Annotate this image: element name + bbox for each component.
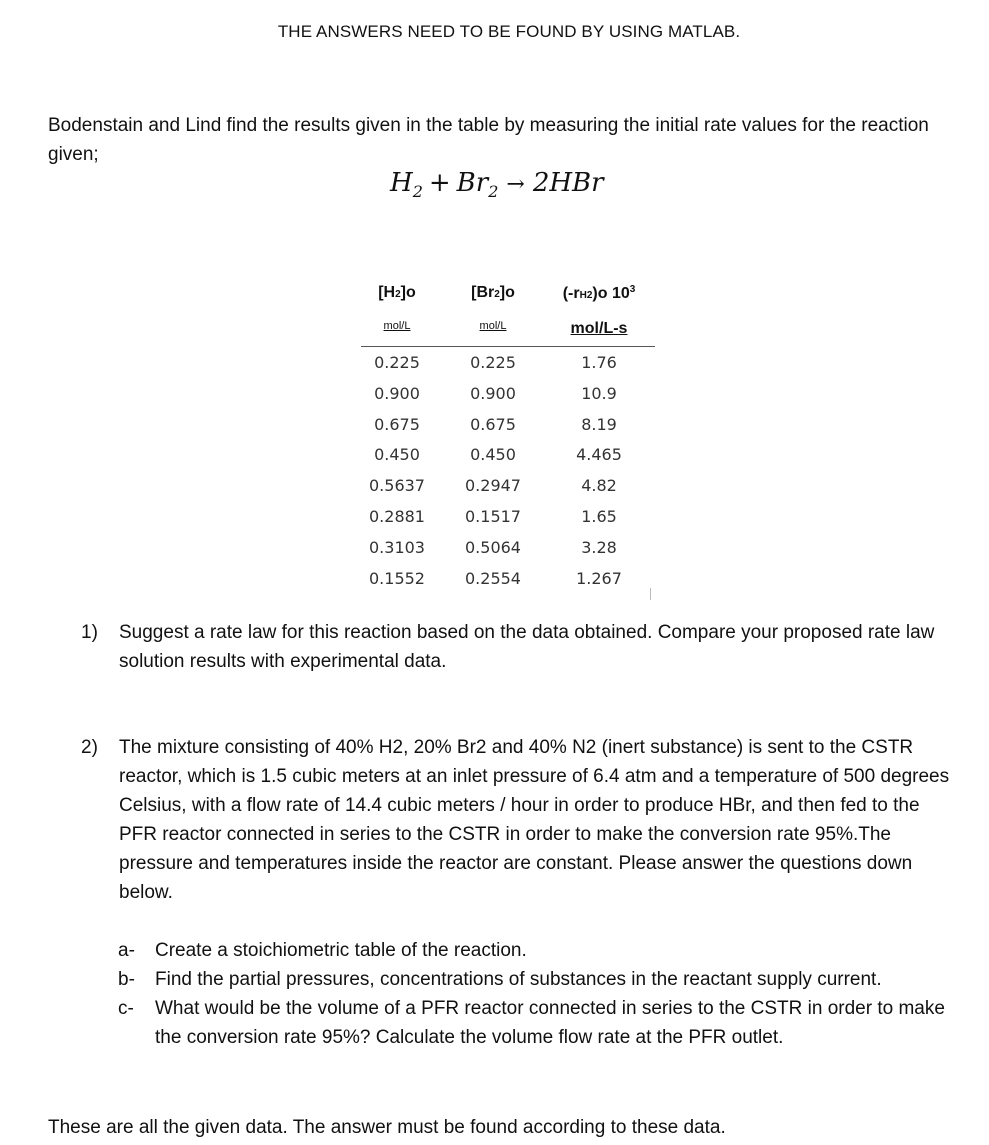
unit-rate: mol/L-s [570, 320, 628, 337]
table-row [361, 532, 655, 563]
cell-rate: 4.465 [576, 445, 622, 465]
subquestion-b [118, 965, 958, 994]
cell-h2: 0.450 [374, 445, 420, 465]
header-br2-text: [Br [471, 284, 495, 301]
cell-br2: 0.2554 [465, 568, 521, 588]
question-2 [81, 733, 961, 913]
reactant-h: H [390, 168, 413, 198]
cell-rate: 3.28 [581, 537, 617, 557]
cell-h2: 0.3103 [369, 537, 425, 557]
cell-rate: 4.82 [581, 476, 617, 496]
cell-h2: 0.2881 [369, 506, 425, 526]
table-row [361, 501, 655, 532]
subquestion-c [118, 994, 958, 1054]
table-units-row [361, 312, 655, 347]
header-br2-tail: ]o [499, 284, 515, 301]
question-1-text: Suggest a rate law for this reaction based on the data obtained. Compare your proposed rate law solution results with experimental data. [119, 622, 935, 672]
cell-br2: 0.5064 [465, 537, 521, 557]
header-h2-sub: 2 [395, 289, 401, 300]
cell-rate: 1.65 [581, 506, 617, 526]
question-1 [81, 618, 961, 678]
text-cursor [650, 588, 651, 600]
reaction-arrow: → [506, 172, 525, 197]
cell-h2: 0.5637 [369, 476, 425, 496]
header-rate-mid: )o 10 [592, 285, 630, 302]
subquestion-a-letter: a- [118, 940, 135, 961]
table-row [361, 439, 655, 470]
cell-br2: 0.675 [470, 414, 516, 434]
question-2-text: The mixture consisting of 40% H2, 20% Br2 and 40% N2 (inert substance) is sent to the CSTR reactor, which is 1.5 cubic meters at an inlet pressure of 6.4 atm and a temperature of 500 degrees Celsius, with a flow rate of 14.4 cubic meters / hour in order to produce HBr, and then fed to the PFR reactor connected in series to the CSTR in order to make the conversion rate 95%.The pressure and temperatures inside the reactor are constant. Please answer the questions down below. [119, 737, 950, 903]
unit-h2: mol/L [383, 320, 411, 332]
question-2-number: 2) [81, 737, 98, 758]
cell-br2: 0.450 [470, 445, 516, 465]
header-rate-sup: 3 [629, 284, 636, 295]
cell-br2: 0.225 [470, 353, 516, 372]
cell-rate: 10.9 [581, 383, 617, 403]
rate-data-table [361, 280, 655, 593]
subquestion-c-text: What would be the volume of a PFR reactor connected in series to the CSTR in order to make the conversion rate 95%? Calculate the volume flow rate at the PFR outlet. [155, 998, 945, 1048]
subquestion-c-letter: c- [118, 998, 134, 1019]
cell-rate: 1.76 [581, 353, 617, 372]
header-br2 [453, 284, 533, 302]
table-header-row [361, 280, 655, 312]
header-rate-text: (-r [562, 285, 580, 302]
product-hbr: 2HBr [532, 168, 604, 198]
header-rate-sub: H2 [579, 290, 593, 301]
cell-h2: 0.1552 [369, 568, 425, 588]
table-row [361, 347, 655, 378]
subquestion-b-letter: b- [118, 969, 135, 990]
plus-sign: + [428, 168, 451, 198]
reactant-br: Br [456, 168, 489, 198]
header-rate [543, 284, 655, 303]
unit-br2: mol/L [479, 320, 507, 332]
footer-note: These are all the given data. The answer must be found according to these data. [48, 1117, 726, 1138]
page-heading: THE ANSWERS NEED TO BE FOUND BY USING MATLAB. [277, 22, 741, 41]
table-row [361, 563, 655, 594]
question-1-number: 1) [81, 622, 98, 643]
table-body [361, 347, 655, 593]
subquestion-a-text: Create a stoichiometric table of the reaction. [155, 940, 527, 961]
subquestion-a [118, 936, 958, 965]
cell-rate: 1.267 [576, 568, 622, 588]
header-h2-text: [H [378, 284, 396, 301]
cell-br2: 0.900 [470, 383, 516, 403]
cell-h2: 0.675 [374, 414, 420, 434]
header-h2 [361, 284, 433, 302]
cell-br2: 0.1517 [465, 506, 521, 526]
table-row [361, 378, 655, 409]
cell-h2: 0.900 [374, 383, 420, 403]
subquestion-b-text: Find the partial pressures, concentrations of substances in the reactant supply current. [155, 969, 882, 990]
cell-rate: 8.19 [581, 414, 617, 434]
cell-h2: 0.225 [374, 353, 420, 372]
header-br2-sub: 2 [494, 289, 500, 300]
intro-paragraph: Bodenstain and Lind find the results given in the table by measuring the initial rate values for the reaction given; [48, 115, 929, 165]
cell-br2: 0.2947 [465, 476, 521, 496]
header-h2-tail: ]o [400, 284, 416, 301]
table-row [361, 409, 655, 440]
reaction-equation [390, 168, 604, 201]
reactant-br-subscript: 2 [488, 182, 499, 201]
reactant-h-subscript: 2 [412, 182, 423, 201]
table-row [361, 470, 655, 501]
